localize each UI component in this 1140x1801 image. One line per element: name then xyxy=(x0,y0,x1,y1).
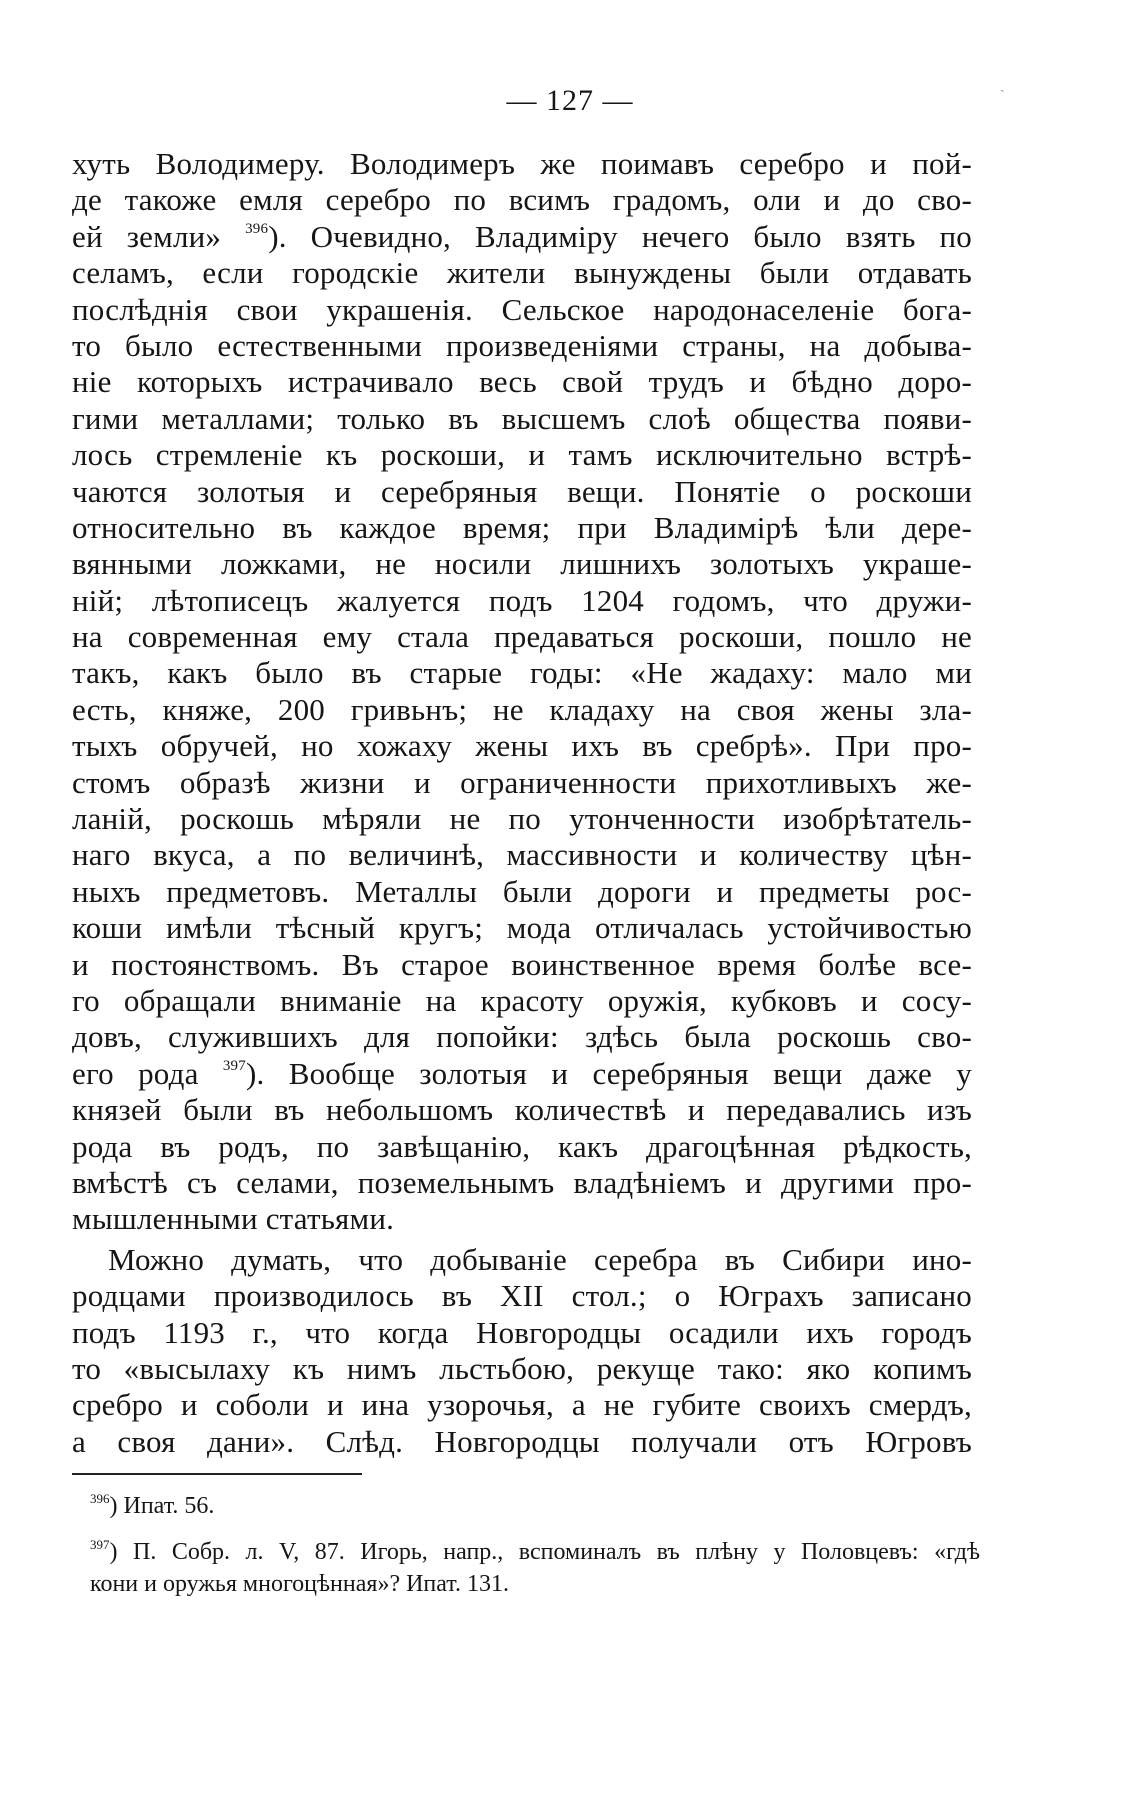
footnote-marker: 397 xyxy=(90,1537,110,1552)
text-line: и постоянствомъ. Въ старое воинственное время болѣе все- xyxy=(72,946,972,982)
text-line: вянными ложками, не носили лишнихъ золотыхъ украше- xyxy=(72,546,972,582)
text-line: лось стремленіе къ роскоши, и тамъ исключительно встрѣ- xyxy=(72,437,972,473)
text-line: есть, княже, 200 гривьнъ; не кладаху на своя жены зла- xyxy=(72,691,972,727)
text-line: а своя дани». Слѣд. Новгородцы получали отъ Югровъ xyxy=(72,1423,972,1459)
text-line: сребро и соболи и ина узорочья, а не губите своихъ смердъ, xyxy=(72,1387,972,1423)
text-line: стомъ образѣ жизни и ограниченности прихотливыхъ же- xyxy=(72,764,972,800)
text-line: гими металлами; только въ высшемъ слоѣ общества появи- xyxy=(72,400,972,436)
text-line: послѣднія свои украшенія. Сельское народонаселеніе бога- xyxy=(72,291,972,327)
page-number: — 127 — xyxy=(506,84,634,117)
text-line: наго вкуса, а по величинѣ, массивности и количеству цѣн- xyxy=(72,837,972,873)
text-line: ей земли» $^{396}$). Очевидно, Владиміру нечего было взять по xyxy=(72,218,973,254)
text-line: ніе которыхъ истрачивало весь свой трудъ и бѣдно доро- xyxy=(72,364,972,400)
text-line: де такоже емля серебро по всимъ градомъ, оли и до сво- xyxy=(72,182,972,218)
footnote-reference: 396 xyxy=(245,220,269,237)
text-line: родцами производилось въ XII стол.; о Юграхъ записано xyxy=(72,1278,972,1314)
text-line: рода въ родъ, по завѣщанію, какъ драгоцѣнная рѣдкость, xyxy=(72,1128,972,1164)
text-line: князей были въ небольшомъ количествѣ и передавались изъ xyxy=(72,1092,972,1128)
text-line: тыхъ обручей, но хожаху жены ихъ въ сребрѣ». При про- xyxy=(72,728,972,764)
footnote-line: $^{396}$) Ипат. 56. xyxy=(90,1491,215,1519)
footnote xyxy=(90,1536,980,1600)
footnote xyxy=(90,1490,980,1522)
text-line: подъ 1193 г., что когда Новгородцы осадили ихъ городъ xyxy=(72,1314,972,1350)
text-line: относительно въ каждое время; при Владимірѣ ѣли дере- xyxy=(72,509,972,545)
footnote-line: кони и оружья многоцѣнная»? Ипат. 131. xyxy=(90,1571,509,1597)
text-line: ланій, роскошь мѣряли не по утонченности изобрѣтатель- xyxy=(72,801,972,837)
footnote-line: $^{397}$) П. Собр. л. V, 87. Игорь, напр., вспоминалъ въ плѣну у Половцевъ: «гдѣ xyxy=(90,1537,980,1565)
paragraph xyxy=(72,146,972,1242)
text-line: такъ, какъ было въ старые годы: «Не жадаху: мало ми xyxy=(72,655,972,691)
body-text xyxy=(72,146,972,1460)
text-line: селамъ, если городскіе жители вынуждены были отдавать xyxy=(72,255,972,291)
text-line: ныхъ предметовъ. Металлы были дороги и предметы рос- xyxy=(72,873,972,909)
text-line: ній; лѣтописецъ жалуется подъ 1204 годомъ, что дружи- xyxy=(72,582,972,618)
text-line: мышленными статьями. xyxy=(72,1201,395,1237)
text-line: то «высылаху къ нимъ льстьбою, рекуще тако: яко копимъ xyxy=(72,1350,972,1386)
text-line: Можно думать, что добываніе серебра въ Сибири ино- xyxy=(108,1241,972,1277)
margin-mark: ˏ xyxy=(1000,78,1005,93)
text-line: его рода $^{397}$). Вообще золотыя и серебряныя вещи даже у xyxy=(72,1055,972,1091)
text-line: вмѣстѣ съ селами, поземельнымъ владѣніемъ и другими про- xyxy=(72,1164,972,1200)
footnote-separator xyxy=(72,1473,362,1475)
footnotes xyxy=(90,1490,980,1614)
text-line: довъ, служившихъ для попойки: здѣсь была роскошь сво- xyxy=(72,1019,972,1055)
footnote-reference: 397 xyxy=(222,1057,246,1074)
text-line: хуть Володимеру. Володимеръ же поимавъ серебро и пой- xyxy=(72,146,972,181)
text-line: коши имѣли тѣсный кругъ; мода отличалась устойчивостью xyxy=(72,910,972,946)
text-line: на современная ему стала предаваться роскоши, пошло не xyxy=(72,619,972,655)
text-line: то было естественными произведеніями страны, на добыва- xyxy=(72,327,972,363)
text-line: го обращали вниманіе на красоту оружія, кубковъ и сосу- xyxy=(72,982,972,1018)
paragraph xyxy=(72,1242,972,1460)
footnote-marker: 396 xyxy=(90,1491,110,1506)
text-line: чаются золотыя и серебряныя вещи. Понятіе о роскоши xyxy=(72,473,972,509)
